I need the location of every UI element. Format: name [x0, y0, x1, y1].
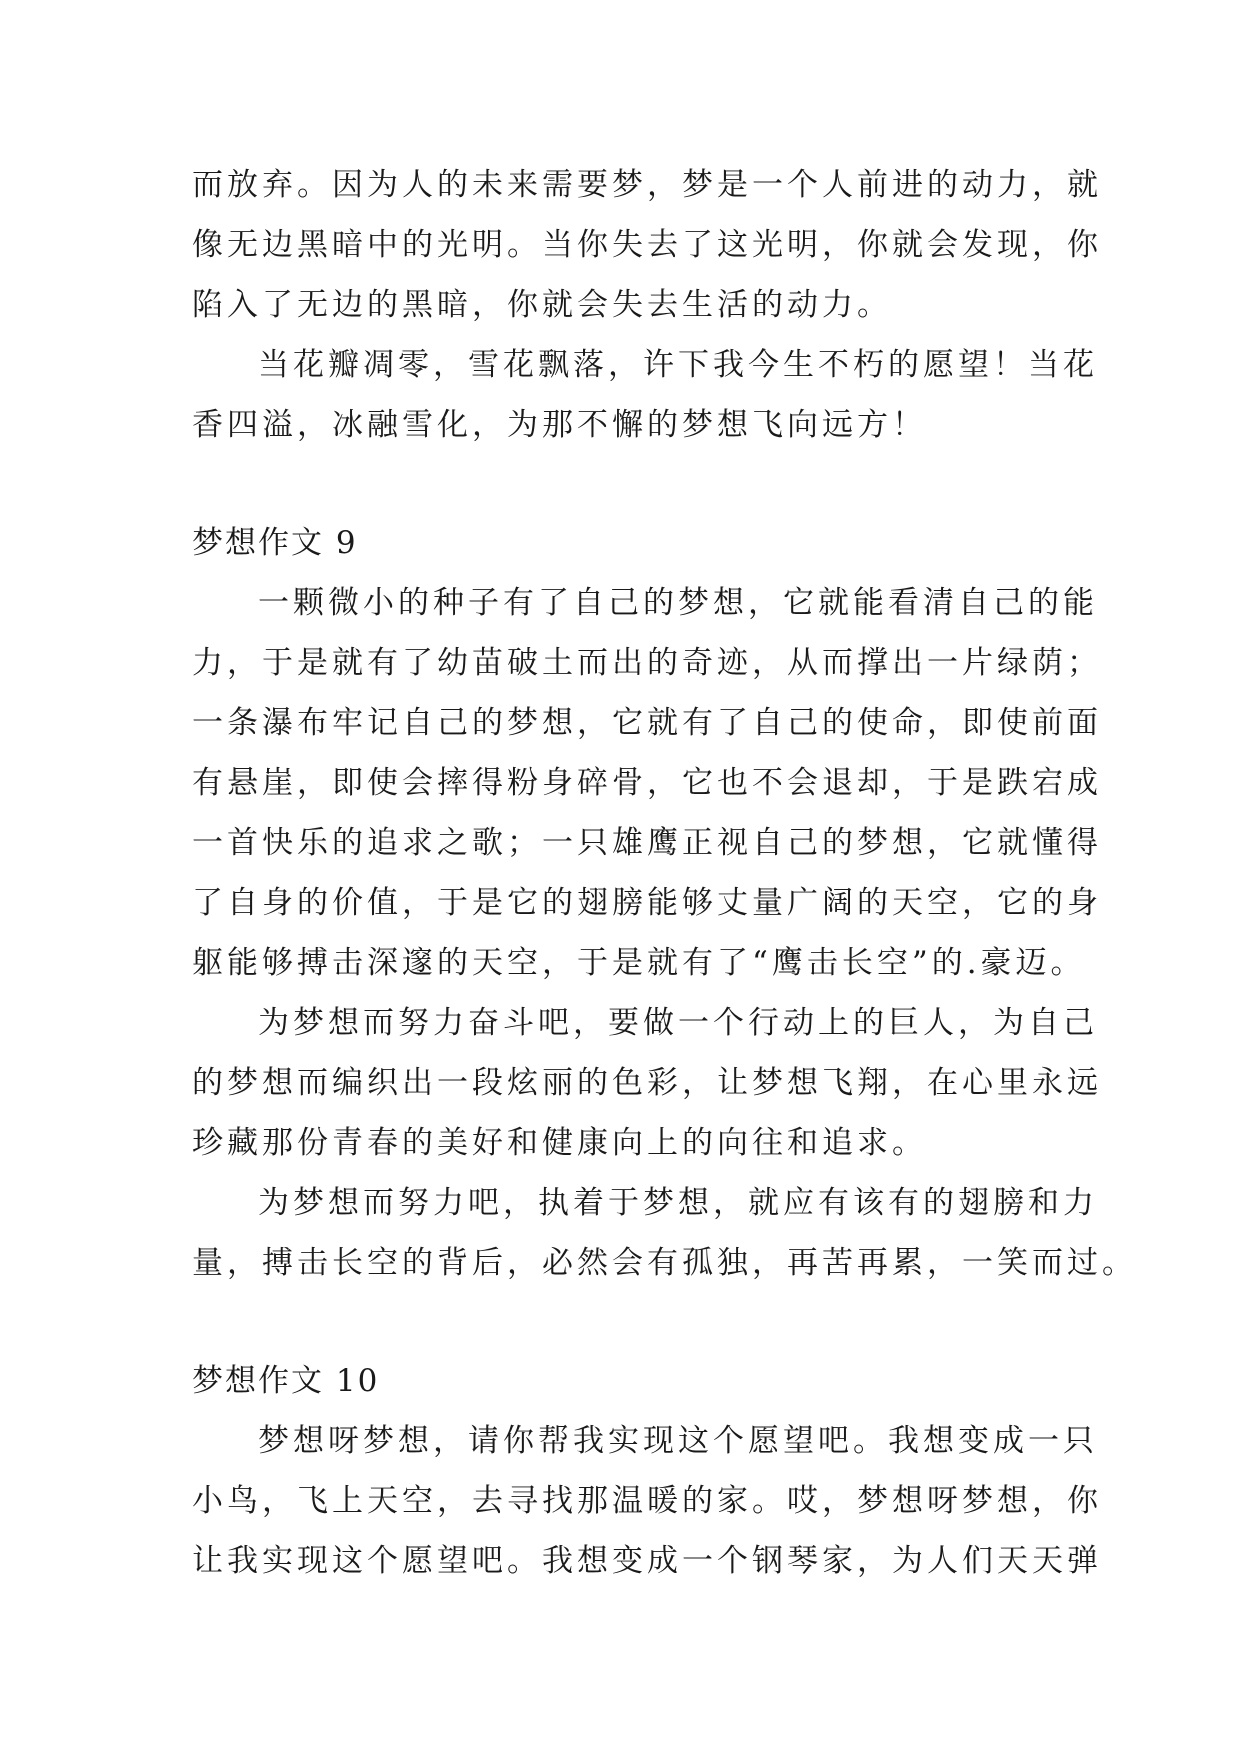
text-line: 了自身的价值，于是它的翅膀能够丈量广阔的天空，它的身: [192, 885, 1102, 921]
text-line: 的梦想而编织出一段炫丽的色彩，让梦想飞翔，在心里永远: [192, 1065, 1102, 1101]
paragraph: [192, 573, 1102, 993]
text-line: 躯能够搏击深邃的天空，于是就有了“鹰击长空”的.豪迈。: [192, 945, 1086, 981]
paragraph: [192, 1173, 1137, 1293]
text-line: 为梦想而努力奋斗吧，要做一个行动上的巨人，为自己: [258, 1005, 1098, 1041]
text-line: 陷入了无边的黑暗，你就会失去生活的动力。: [192, 287, 892, 323]
section-heading: 梦想作文 9: [192, 525, 358, 561]
section-10: [192, 1351, 1102, 1591]
text-line: 让我实现这个愿望吧。我想变成一个钢琴家，为人们天天弹: [192, 1543, 1102, 1579]
document-page: [192, 155, 1137, 1591]
text-line: 一首快乐的追求之歌；一只雄鹰正视自己的梦想，它就懂得: [192, 825, 1102, 861]
text-line: 像无边黑暗中的光明。当你失去了这光明，你就会发现，你: [192, 227, 1102, 263]
text-line: 有悬崖，即使会摔得粉身碎骨，它也不会退却，于是跌宕成: [192, 765, 1102, 801]
text-line: 一颗微小的种子有了自己的梦想，它就能看清自己的能: [258, 585, 1098, 621]
text-line: 当花瓣凋零，雪花飘落，许下我今生不朽的愿望！当花: [258, 347, 1098, 383]
text-line: 为梦想而努力吧，执着于梦想，就应有该有的翅膀和力: [258, 1185, 1098, 1221]
text-line: 香四溢，冰融雪化，为那不懈的梦想飞向远方！: [192, 407, 927, 443]
paragraph: [192, 1411, 1102, 1591]
text-line: 而放弃。因为人的未来需要梦，梦是一个人前进的动力，就: [192, 167, 1102, 203]
paragraph: [192, 335, 1098, 455]
paragraph-continuation: [192, 155, 1102, 335]
paragraph: [192, 993, 1102, 1173]
text-line: 小鸟，飞上天空，去寻找那温暖的家。哎，梦想呀梦想，你: [192, 1483, 1102, 1519]
section-9: [192, 513, 1137, 1293]
text-line: 梦想呀梦想，请你帮我实现这个愿望吧。我想变成一只: [258, 1423, 1098, 1459]
section-heading: 梦想作文 10: [192, 1363, 380, 1399]
text-line: 珍藏那份青春的美好和健康向上的向往和追求。: [192, 1125, 927, 1161]
text-line: 一条瀑布牢记自己的梦想，它就有了自己的使命，即使前面: [192, 705, 1102, 741]
text-line: 量，搏击长空的背后，必然会有孤独，再苦再累，一笑而过。: [192, 1245, 1137, 1281]
text-line: 力，于是就有了幼苗破土而出的奇迹，从而撑出一片绿荫；: [192, 645, 1102, 681]
